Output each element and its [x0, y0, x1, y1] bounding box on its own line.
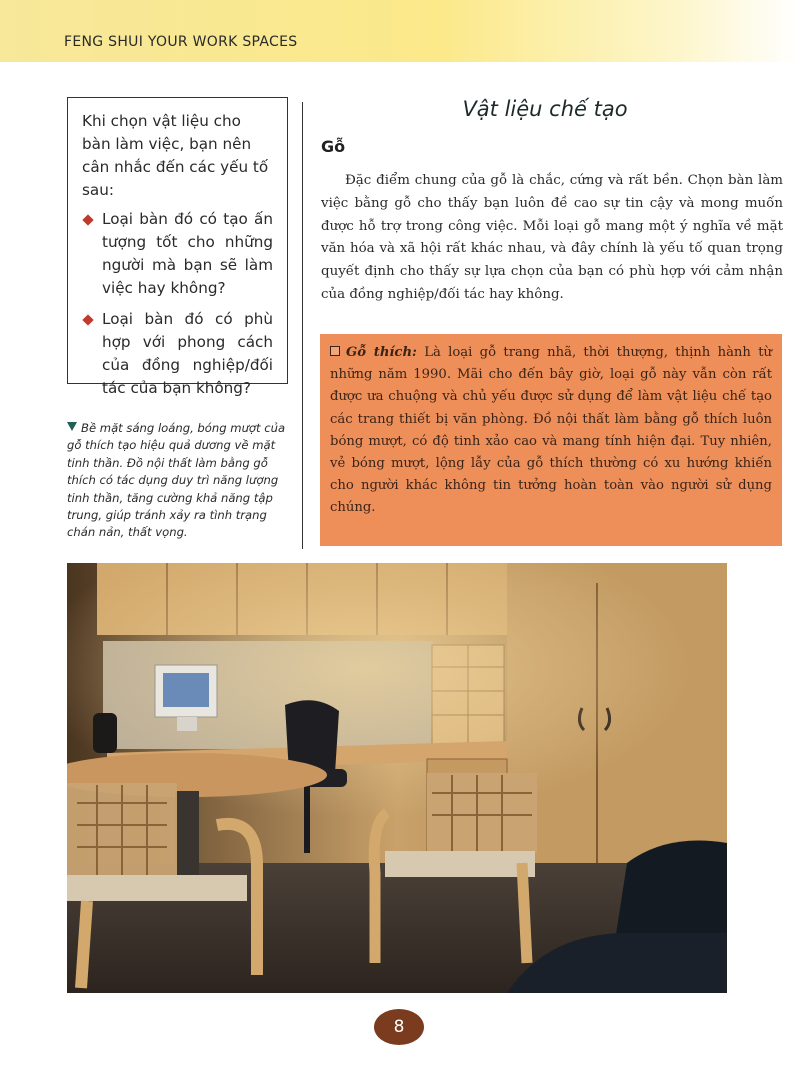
highlight-box — [320, 334, 782, 546]
section-title: Vật liệu chế tạo — [462, 97, 628, 121]
photo-caption — [67, 420, 289, 542]
office-photo — [67, 563, 727, 993]
diamond-icon — [82, 214, 93, 225]
header-band — [0, 0, 800, 62]
caption-text: Bề mặt sáng loáng, bóng mượt của gỗ thích tạo hiệu quả dương về mặt tinh thần. Đồ nội thất làm bằng gỗ thích có tác dụng duy trì năng lượng tinh thần, tăng cường khả năng tập trung, giúp tránh xảy ra tình trạng chán nản, thất vọng. — [67, 421, 286, 540]
page-number: 8 — [374, 1009, 424, 1045]
sidebar-bullet — [82, 308, 273, 400]
checkbox-icon — [330, 346, 340, 356]
office-illustration — [67, 563, 727, 993]
running-header: FENG SHUI YOUR WORK SPACES — [64, 34, 298, 50]
sidebar-bullet — [82, 208, 273, 300]
body-paragraph: Đặc điểm chung của gỗ là chắc, cứng và rất bền. Chọn bàn làm việc bằng gỗ cho thấy bạn luôn đề cao sự tin cậy và mong muốn được hỗ trợ trong công việc. Mỗi loại gỗ mang một ý nghĩa về mặt văn hóa và xã hội rất khác nhau, và đây chính là yếu tố quan trọng quyết định cho thấy sự lựa chọn của bạn có phù hợp với cảm nhận của đồng nghiệp/đối tác hay không. — [321, 173, 783, 302]
sidebar-bullet-text: Loại bàn đó có tạo ấn tượng tốt cho những người mà bạn sẽ làm việc hay không? — [102, 210, 273, 297]
diamond-icon — [82, 314, 93, 325]
sidebar-intro: Khi chọn vật liệu cho bàn làm việc, bạn nên cân nhắc đến các yếu tố sau: — [82, 112, 269, 199]
column-divider — [302, 102, 303, 549]
sidebar-box — [67, 97, 288, 397]
subheading: Gỗ — [321, 137, 346, 156]
triangle-down-icon — [67, 422, 77, 431]
sidebar-bullet-text: Loại bàn đó có phù hợp với phong cách của đồng nghiệp/đối tác của bạn không? — [102, 310, 273, 397]
highlight-text: Là loại gỗ trang nhã, thời thượng, thịnh hành từ những năm 1990. Mãi cho đến bây giờ, loại gỗ này vẫn còn rất được ưa chuộng và chủ yếu được sử dụng để làm vật liệu chế tạo các trang thiết bị văn phòng. Đồ nội thất làm bằng gỗ thích luôn bóng mượt, có độ tinh xảo cao và mang tính hiện đại. Tuy nhiên, vẻ bóng mượt, lộng lẫy của gỗ thích thường có xu hướng khiến cho người khác không tin tưởng hoàn toàn vào người sử dụng chúng. — [330, 345, 772, 516]
highlight-term: Gỗ thích: — [346, 345, 417, 360]
